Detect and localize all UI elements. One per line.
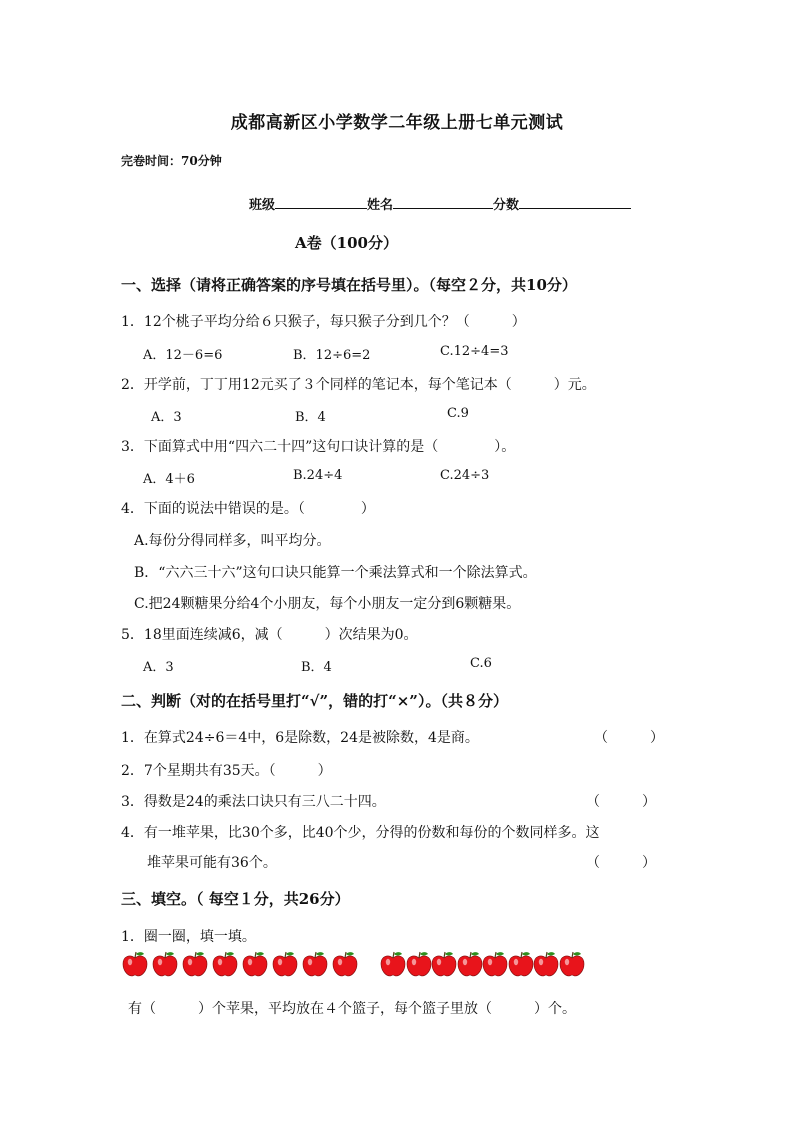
- apple-icon: [430, 950, 458, 978]
- s1-q4-option-b: B．“六六三十六”这句口诀只能算一个乘法算式和一个除法算式。: [134, 565, 537, 581]
- s2-q4-answer-parens[interactable]: （ ）: [586, 855, 656, 871]
- s1-q5-option-a: A．3: [143, 660, 174, 675]
- name-blank: [393, 194, 493, 209]
- score-label: 分数: [493, 198, 520, 213]
- s2-q4-text-line1: 4．有一堆苹果，比30个多，比40个少，分得的份数和每份的个数同样多。这: [121, 825, 600, 841]
- s1-q5-text: 5．18里面连续减6，减（ ）次结果为0。: [121, 627, 418, 643]
- s1-q2-option-b: B．4: [295, 410, 326, 425]
- page-title: 成都高新区小学数学二年级上册七单元测试: [230, 113, 564, 133]
- apple-icon: [532, 950, 560, 978]
- score-blank: [519, 194, 631, 209]
- s1-q5-option-c: C.6: [470, 656, 492, 671]
- s3-q1-fill-line: 有（ ）个苹果，平均放在４个篮子，每个篮子里放（ ）个。: [128, 1001, 576, 1017]
- s1-q2-option-c: C.9: [447, 406, 469, 421]
- s2-q3-text: 3．得数是24的乘法口诀只有三八二十四。: [121, 794, 386, 810]
- paper-a-label: A卷（100分）: [295, 234, 398, 252]
- s1-q1-option-c: C.12÷4=3: [440, 344, 509, 359]
- apple-icon: [121, 950, 149, 978]
- apple-icon: [271, 950, 299, 978]
- apple-icon: [241, 950, 269, 978]
- apple-icon: [456, 950, 484, 978]
- s2-q2-text: 2．7个星期共有35天。（ ）: [121, 763, 332, 779]
- exam-time: 完卷时间：70分钟: [121, 154, 222, 168]
- apple-icon: [331, 950, 359, 978]
- apple-icon: [181, 950, 209, 978]
- class-label: 班级: [249, 198, 276, 213]
- s1-q1-option-b: B．12÷6=2: [293, 348, 371, 363]
- s1-q2-text: 2．开学前，丁丁用12元买了３个同样的笔记本，每个笔记本（ ）元。: [121, 377, 596, 393]
- class-blank: [275, 194, 367, 209]
- apple-icon: [151, 950, 179, 978]
- section-2-heading: 二、判断（对的在括号里打“√”，错的打“×”）。（共８分）: [121, 692, 508, 710]
- s1-q3-option-c: C.24÷3: [440, 468, 490, 483]
- s3-q1-text: 1．圈一圈，填一填。: [121, 929, 256, 945]
- apple-icon: [211, 950, 239, 978]
- section-3-heading: 三、填空。（ 每空１分，共26分）: [121, 890, 350, 908]
- student-info-line: [249, 194, 631, 213]
- apple-icon: [379, 950, 407, 978]
- apple-icon: [301, 950, 329, 978]
- s2-q3-answer-parens[interactable]: （ ）: [586, 794, 656, 810]
- section-1-heading: 一、选择（请将正确答案的序号填在括号里）。（每空２分，共10分）: [121, 276, 577, 294]
- s1-q4-option-c: C.把24颗糖果分给4个小朋友，每个小朋友一定分到6颗糖果。: [134, 596, 521, 612]
- apple-icon: [481, 950, 509, 978]
- s1-q4-option-a: A.每份分得同样多，叫平均分。: [134, 533, 331, 549]
- s1-q3-option-a: A．4＋6: [143, 472, 195, 487]
- s1-q3-option-b: B.24÷4: [293, 468, 343, 483]
- apple-icon: [405, 950, 433, 978]
- s1-q1-text: 1．12个桃子平均分给６只猴子，每只猴子分到几个？（ ）: [121, 314, 526, 330]
- apple-illustration: [121, 950, 591, 980]
- s2-q4-text-line2: 堆苹果可能有36个。: [147, 855, 277, 871]
- s1-q1-option-a: A．12－6=6: [143, 348, 223, 363]
- s1-q3-text: 3．下面算式中用“四六二十四”这句口诀计算的是（ ）。: [121, 439, 516, 455]
- name-label: 姓名: [367, 198, 394, 213]
- s2-q1-text: 1．在算式24÷6＝4中，6是除数，24是被除数，4是商。: [121, 730, 479, 746]
- apple-icon: [507, 950, 535, 978]
- s1-q2-option-a: A．3: [151, 410, 182, 425]
- s1-q4-text: 4．下面的说法中错误的是。（ ）: [121, 501, 375, 517]
- apple-icon: [558, 950, 586, 978]
- s1-q5-option-b: B．4: [301, 660, 332, 675]
- s2-q1-answer-parens[interactable]: （ ）: [594, 730, 664, 746]
